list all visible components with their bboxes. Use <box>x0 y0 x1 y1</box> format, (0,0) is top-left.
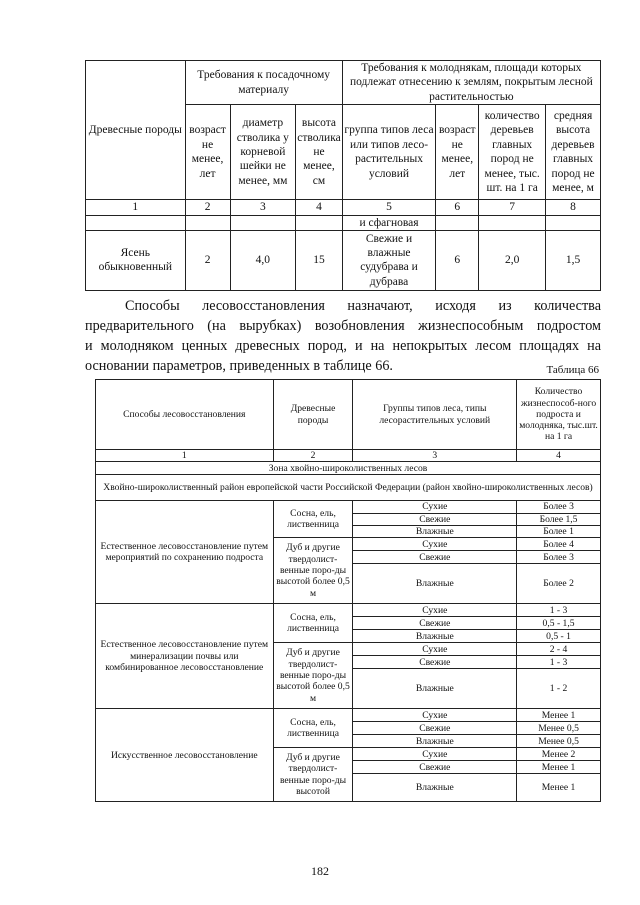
header-forest-group: группа типов леса или типов лесо-растительных условий <box>342 105 436 200</box>
species-cell: Дуб и другие твердолист-венные поро-ды высотой более 0,5 м <box>273 643 353 709</box>
condition-cell: Сухие <box>353 709 517 722</box>
condition-cell: Свежие <box>353 722 517 735</box>
count-cell: Менее 0,5 <box>517 735 601 748</box>
count-cell: Более 3 <box>517 501 601 513</box>
count-cell: Менее 1 <box>517 761 601 774</box>
count-cell: Более 2 <box>517 564 601 604</box>
region-row: Хвойно-широколиственный район европейской части Российской Федерации (район хвойно-широколиственных лесов) <box>96 475 601 501</box>
count-cell: Менее 1 <box>517 774 601 802</box>
height-cell: 15 <box>296 230 342 290</box>
header-tree-count: количество деревьев главных пород не менее, тыс. шт. на 1 га <box>479 105 546 200</box>
condition-cell: Влажные <box>353 774 517 802</box>
count-cell: 2 - 4 <box>517 643 601 656</box>
condition-cell: Влажные <box>353 564 517 604</box>
condition-cell: Свежие <box>353 617 517 630</box>
col-num: 1 <box>96 450 274 462</box>
condition-cell: Сухие <box>353 604 517 617</box>
method-cell: Естественное лесовосстановление путем минерализации почвы или комбинированное лесовосстановление <box>96 604 274 709</box>
count-cell: 1 - 3 <box>517 604 601 617</box>
column-numbers-row <box>86 200 601 215</box>
header-avg-height: средняя высота деревьев главных пород не менее, м <box>546 105 601 200</box>
col-num: 2 <box>185 200 230 215</box>
paragraph-line: Способы лесовосстановления назначают, исходя из количества <box>125 298 601 314</box>
paragraph-line: основании параметров, приведенных в таблице 66. <box>85 358 393 374</box>
method-cell: Искусственное лесовосстановление <box>96 709 274 802</box>
method-cell: Естественное лесовосстановление путем мероприятий по сохранению подроста <box>96 501 274 604</box>
count-cell: 0,5 - 1 <box>517 630 601 643</box>
condition-cell: Влажные <box>353 630 517 643</box>
header-count: Количество жизнеспособ-ного подроста и молодняка, тыс.шт. на 1 га <box>517 380 601 450</box>
paragraph-line: и молодняком ценных древесных пород, и на непокрытых лесом площадях на <box>85 338 601 354</box>
condition-cell: Свежие <box>353 761 517 774</box>
species-cell: Сосна, ель, лиственница <box>273 604 353 643</box>
count-cell: 1 - 2 <box>517 669 601 709</box>
header-age: возраст не менее, лет <box>185 105 230 200</box>
table-caption: Таблица 66 <box>546 364 599 376</box>
count-cell: Менее 1 <box>517 709 601 722</box>
condition-cell: Свежие <box>353 656 517 669</box>
avg-height-cell: 1,5 <box>546 230 601 290</box>
forest-group-cell: Свежие и влажные судубрава и дубрава <box>342 230 436 290</box>
condition-cell: Влажные <box>353 735 517 748</box>
body-paragraph <box>85 296 601 376</box>
tree-count-cell: 2,0 <box>479 230 546 290</box>
table-row <box>86 230 601 290</box>
condition-cell: Сухие <box>353 501 517 513</box>
table-reforestation-methods <box>95 379 601 802</box>
continuation-row <box>86 215 601 230</box>
species-cell: Дуб и другие твердолист-венные поро-ды высотой <box>273 748 353 802</box>
page-number: 182 <box>311 864 329 878</box>
paragraph-line: предварительного (на вырубках) возобновления жизнеспособным подростом <box>85 318 601 334</box>
continuation-text: и сфагновая <box>342 215 436 230</box>
header-age-young: возраст не менее, лет <box>436 105 479 200</box>
col-num: 4 <box>517 450 601 462</box>
species-cell: Дуб и другие твердолист-венные поро-ды высотой более 0,5 м <box>273 538 353 604</box>
condition-cell: Свежие <box>353 551 517 564</box>
count-cell: Более 1,5 <box>517 513 601 525</box>
col-num: 4 <box>296 200 342 215</box>
header-species: Древесные породы <box>86 61 186 200</box>
count-cell: Более 1 <box>517 525 601 537</box>
count-cell: Более 4 <box>517 538 601 551</box>
col-num: 3 <box>353 450 517 462</box>
header-planting-material: Требования к посадочному материалу <box>185 61 342 105</box>
condition-cell: Сухие <box>353 748 517 761</box>
age-young-cell: 6 <box>436 230 479 290</box>
count-cell: Менее 0,5 <box>517 722 601 735</box>
col-num: 1 <box>86 200 186 215</box>
age-cell: 2 <box>185 230 230 290</box>
condition-cell: Влажные <box>353 669 517 709</box>
condition-cell: Свежие <box>353 513 517 525</box>
header-forest-groups: Группы типов леса, типы лесорастительных условий <box>353 380 517 450</box>
col-num: 8 <box>546 200 601 215</box>
table-young-growth-requirements <box>85 60 601 291</box>
column-numbers-row <box>96 450 601 462</box>
condition-cell: Сухие <box>353 643 517 656</box>
header-diameter: диаметр стволика у корневой шейки не менее, мм <box>230 105 296 200</box>
header-method: Способы лесовосстановления <box>96 380 274 450</box>
col-num: 3 <box>230 200 296 215</box>
col-num: 6 <box>436 200 479 215</box>
header-species: Древесные породы <box>273 380 353 450</box>
species-cell: Ясень обыкновенный <box>86 230 186 290</box>
diameter-cell: 4,0 <box>230 230 296 290</box>
species-cell: Сосна, ель, лиственница <box>273 709 353 748</box>
col-num: 2 <box>273 450 353 462</box>
zone-row: Зона хвойно-широколиственных лесов <box>96 462 601 475</box>
count-cell: Более 3 <box>517 551 601 564</box>
count-cell: Менее 2 <box>517 748 601 761</box>
condition-cell: Сухие <box>353 538 517 551</box>
col-num: 7 <box>479 200 546 215</box>
species-cell: Сосна, ель, лиственница <box>273 501 353 538</box>
header-young-growth: Требования к молоднякам, площади которых подлежат отнесению к землям, покрытым лесной растительностью <box>342 61 600 105</box>
condition-cell: Влажные <box>353 525 517 537</box>
col-num: 5 <box>342 200 436 215</box>
count-cell: 0,5 - 1,5 <box>517 617 601 630</box>
count-cell: 1 - 3 <box>517 656 601 669</box>
header-height: высота стволика не менее, см <box>296 105 342 200</box>
